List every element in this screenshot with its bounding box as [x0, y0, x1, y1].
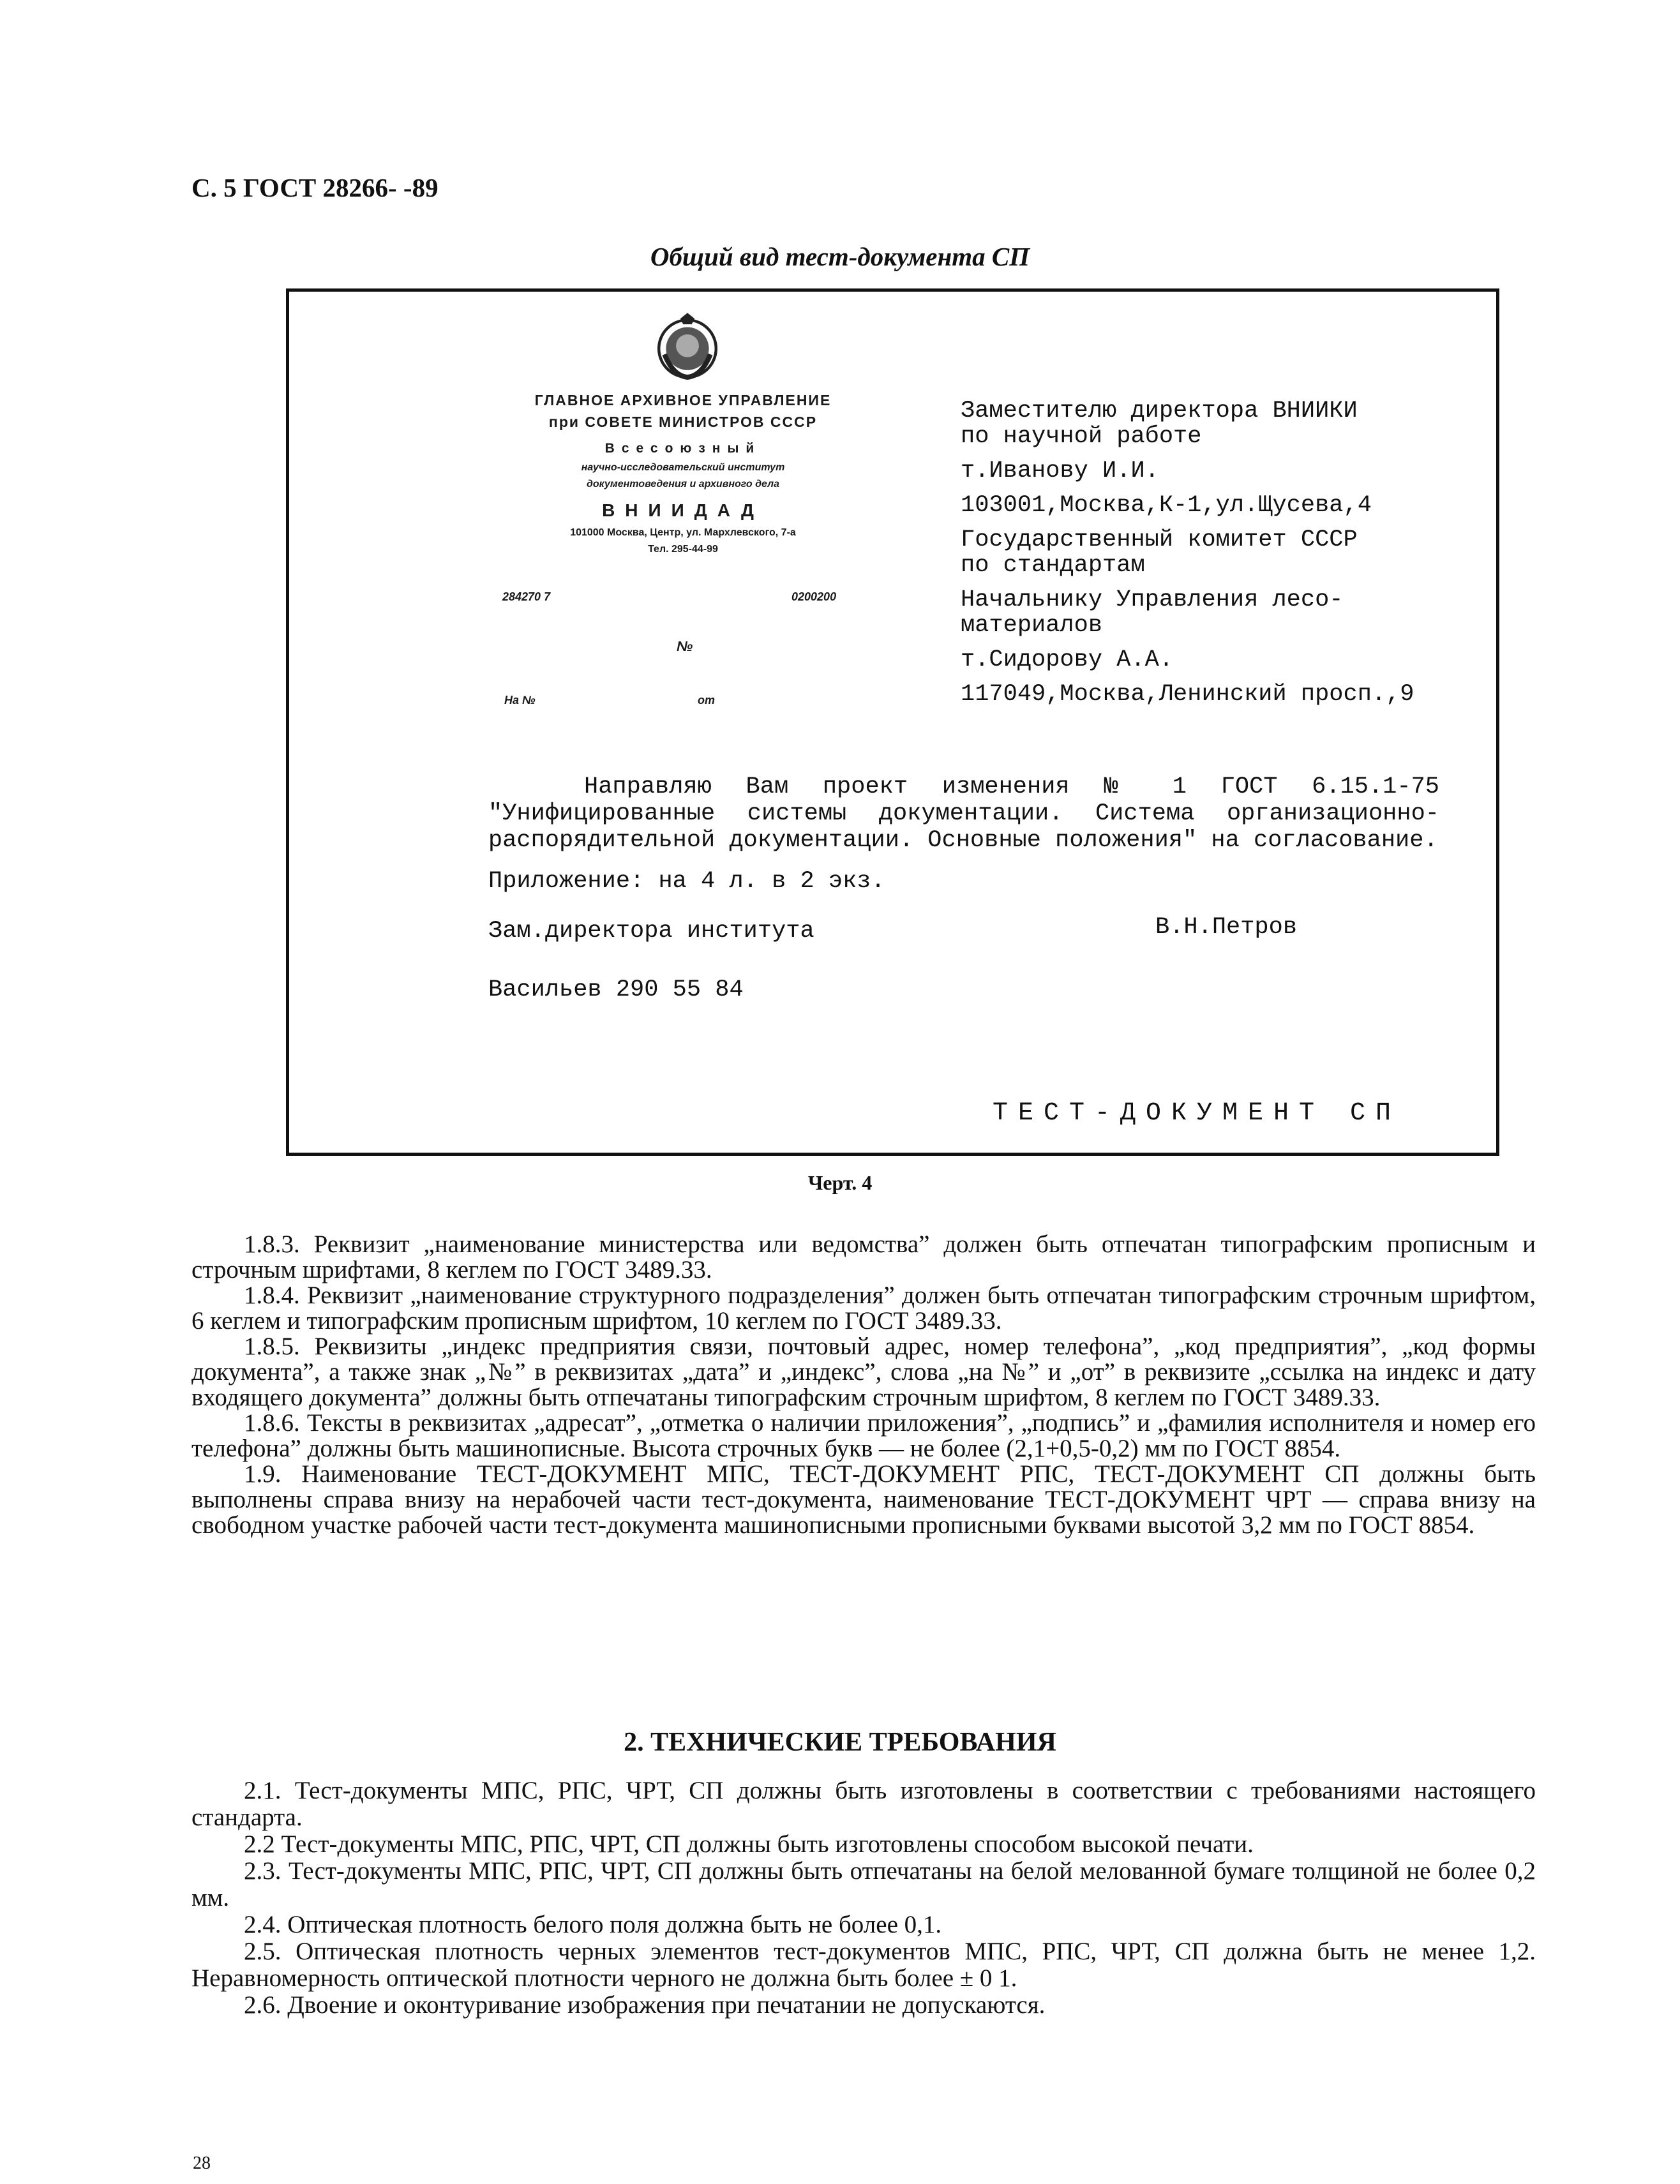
paragraph: 1.8.6. Тексты в реквизитах „адресат”, „отметка о наличии приложения”, „подпись” и „фамилия исполнителя и номер его телефона” должны быть машинописные. Высота строчных букв — не более (2,1+0,5-0,2) мм по ГОСТ 8854. [191, 1409, 1536, 1462]
addressee-line: по научной работе [961, 423, 1202, 450]
section-title: 2. ТЕХНИЧЕСКИЕ ТРЕБОВАНИЯ [624, 1728, 1056, 1757]
addressee-line: Государственный комитет СССР [961, 527, 1358, 553]
paragraph: 2.3. Тест-документы МПС, РПС, ЧРТ, СП должны быть отпечатаны на белой мелованной бумаге толщиной не более 0,2 мм. [191, 1857, 1536, 1911]
institution-block [498, 389, 868, 558]
test-document-label: ТЕСТ-ДОКУМЕНТ СП [993, 1099, 1402, 1128]
paragraphs-block [191, 1232, 1536, 1538]
figure-caption: Черт. 4 [807, 1171, 873, 1194]
institution-address: 101000 Москва, Центр, ул. Мархлевского, 7-а [570, 527, 796, 538]
attachment-note: Приложение: на 4 л. в 2 экз. [488, 868, 885, 895]
paragraph: 2.5. Оптическая плотность черных элементов тест-документов МПС, РПС, ЧРТ, СП должна быть не менее 1,2. Неравномерность оптической плотности черного не должна быть более ± 0 1. [191, 1938, 1536, 1992]
figure-title: Общий вид тест-документа СП [650, 242, 1030, 271]
paragraph: 2.2 Тест-документы МПС, РПС, ЧРТ, СП должны быть изготовлены способом высокой печати. [244, 1830, 1254, 1858]
addressee-block [961, 398, 1471, 716]
institution-line-3: Всесоюзный [604, 441, 761, 456]
reference-label: На № [504, 694, 536, 707]
paragraph: 1.9. Наименование ТЕСТ-ДОКУМЕНТ МПС, ТЕСТ-ДОКУМЕНТ РПС, ТЕСТ-ДОКУМЕНТ СП должны быть выполнены справа внизу на нерабочей части тест-документа, наименование ТЕСТ-ДОКУМЕНТ ЧРТ — справа внизу на свободном участке рабочей части тест-документа машинописными прописными буквами высотой 3,2 мм по ГОСТ 8854. [191, 1460, 1536, 1539]
paragraph: 1.8.4. Реквизит „наименование структурного подразделения” должен быть отпечатан типографским строчным шрифтом, 6 кеглем и типографским прописным шрифтом, 10 кеглем по ГОСТ 3489.33. [191, 1282, 1536, 1335]
paragraph: 2.4. Оптическая плотность белого поля должна быть не более 0,1. [244, 1911, 942, 1938]
addressee-line: т.Иванову И.И. [961, 458, 1159, 484]
addressee-line: по стандартам [961, 552, 1145, 579]
signer-name: В.Н.Петров [1155, 914, 1298, 941]
addressee-line: Начальнику Управления лесо- [961, 587, 1344, 613]
page-header: С. 5 ГОСТ 28266- -89 [191, 173, 439, 202]
addressee-line: 103001,Москва,К-1,ул.Щусева,4 [961, 492, 1372, 519]
institution-line-5: документоведения и архивного дела [587, 479, 779, 490]
paragraph: 1.8.3. Реквизит „наименование министерства или ведомства” должен быть отпечатан типографским прописным и строчным шрифтами, 8 кеглем по ГОСТ 3489.33. [191, 1230, 1536, 1283]
reference-from: от [698, 694, 715, 707]
addressee-line: т.Сидорову А.А. [961, 647, 1174, 673]
number-sign: № [677, 638, 693, 654]
paragraph: 2.6. Двоение и оконтуривание изображения при печатании не допускаются. [244, 1991, 1046, 2019]
enterprise-code: 284270 7 [502, 590, 551, 603]
institution-line-2: при СОВЕТЕ МИНИСТРОВ СССР [548, 414, 818, 430]
signer-position: Зам.директора института [488, 918, 814, 945]
state-emblem-icon [652, 311, 723, 383]
form-code: 0200200 [791, 590, 837, 603]
executor-phone: Васильев 290 55 84 [488, 976, 744, 1003]
institution-phone: Тел. 295-44-99 [648, 544, 718, 555]
institution-line-1: ГЛАВНОЕ АРХИВНОЕ УПРАВЛЕНИЕ [534, 392, 832, 408]
institution-acronym: ВНИИДАД [602, 500, 764, 520]
paragraph: 2.1. Тест-документы МПС, РПС, ЧРТ, СП должны быть изготовлены в соответствии с требованиями настоящего стандарта. [191, 1777, 1536, 1831]
addressee-line: Заместителю директора ВНИИКИ [961, 398, 1358, 424]
addressee-line: материалов [961, 612, 1103, 639]
paragraph: 1.8.5. Реквизиты „индекс предприятия связи, почтовый адрес, номер телефона”, „код предприятия”, „код формы документа”, а также знак „№” в реквизитах „дата” и „индекс”, слова „на №” и „от” в реквизите „ссылка на индекс и дату входящего документа” должны быть отпечатаны типографским строчным шрифтом, 8 кеглем по ГОСТ 3489.33. [191, 1333, 1536, 1411]
page-number: 28 [193, 2153, 211, 2173]
letter-body: Направляю Вам проект изменения № 1 ГОСТ 6.15.1-75 "Унифицированные системы документации. Система организационно-распорядительной документации. Основные положения" на согласование. [488, 774, 1439, 854]
section-paragraphs-block [191, 1777, 1536, 2019]
addressee-line: 117049,Москва,Ленинский просп.,9 [961, 681, 1414, 708]
institution-line-4: научно-исследовательский институт [581, 462, 785, 473]
